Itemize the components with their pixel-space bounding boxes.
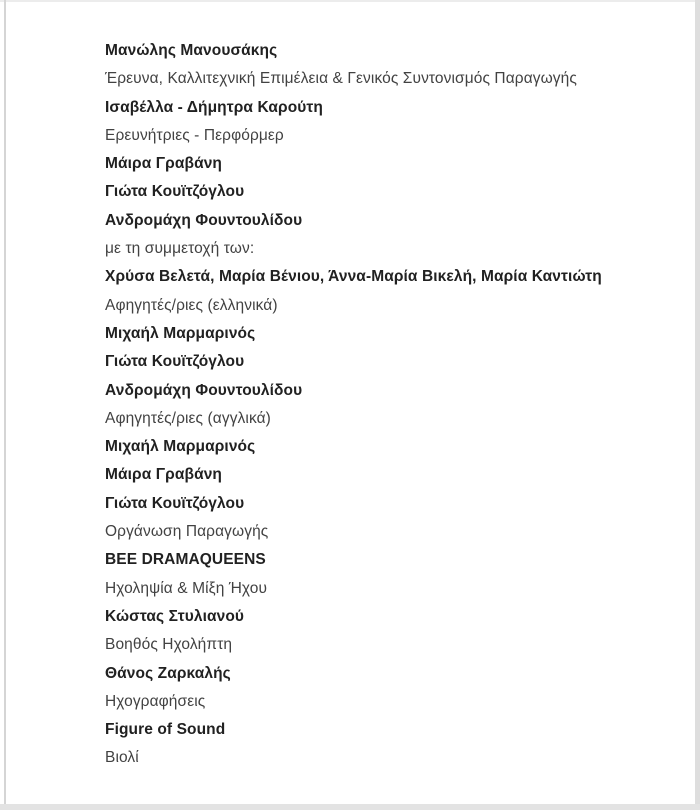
credit-role: με τη συμμετοχή των: xyxy=(105,240,255,258)
page-left-edge xyxy=(4,0,6,810)
page-top-edge xyxy=(0,0,700,2)
credit-name: Ανδρομάχη Φουντουλίδου xyxy=(105,381,303,399)
credit-name: Ανδρομάχη Φουντουλίδου xyxy=(105,211,303,229)
credit-name: Κώστας Στυλιανού xyxy=(105,607,245,625)
credit-name: Μάιρα Γραβάνη xyxy=(105,466,222,484)
credits-document xyxy=(105,37,660,773)
credit-name: Γιώτα Κουϊτζόγλου xyxy=(105,183,245,201)
credit-name: Γιώτα Κουϊτζόγλου xyxy=(105,353,245,371)
credit-role: Βοηθός Ηχολήπτη xyxy=(105,636,233,654)
credit-name: Γιώτα Κουϊτζόγλου xyxy=(105,494,245,512)
credit-name: Χρύσα Βελετά, Μαρία Βένιου, Άννα-Μαρία Βικελή, Μαρία Καντιώτη xyxy=(105,268,602,286)
credit-role: Βιολί xyxy=(105,749,139,767)
credit-role: Ερευνήτριες - Περφόρμερ xyxy=(105,126,284,144)
credit-role: Οργάνωση Παραγωγής xyxy=(105,523,269,541)
credit-name: Figure of Sound xyxy=(105,721,226,739)
credit-name: BEE DRAMAQUEENS xyxy=(105,551,266,569)
credit-name: Ισαβέλλα - Δήμητρα Καρούτη xyxy=(105,98,324,116)
page-right-edge xyxy=(695,0,700,810)
credit-name: Μιχαήλ Μαρμαρινός xyxy=(105,438,256,456)
credit-role: Έρευνα, Καλλιτεχνική Επιμέλεια & Γενικός Συντονισμός Παραγωγής xyxy=(105,70,577,88)
credit-role: Ηχοληψία & Μίξη Ήχου xyxy=(105,579,268,597)
credit-name: Θάνος Ζαρκαλής xyxy=(105,664,231,682)
credit-role: Ηχογραφήσεις xyxy=(105,692,206,710)
credit-name: Μιχαήλ Μαρμαρινός xyxy=(105,324,256,342)
page-bottom-edge xyxy=(0,804,700,810)
credit-name: Μανώλης Μανουσάκης xyxy=(105,42,278,59)
credit-role: Αφηγητές/ριες (αγγλικά) xyxy=(105,409,271,427)
credit-role: Αφηγητές/ριες (ελληνικά) xyxy=(105,296,278,314)
credit-name: Μάιρα Γραβάνη xyxy=(105,155,222,173)
